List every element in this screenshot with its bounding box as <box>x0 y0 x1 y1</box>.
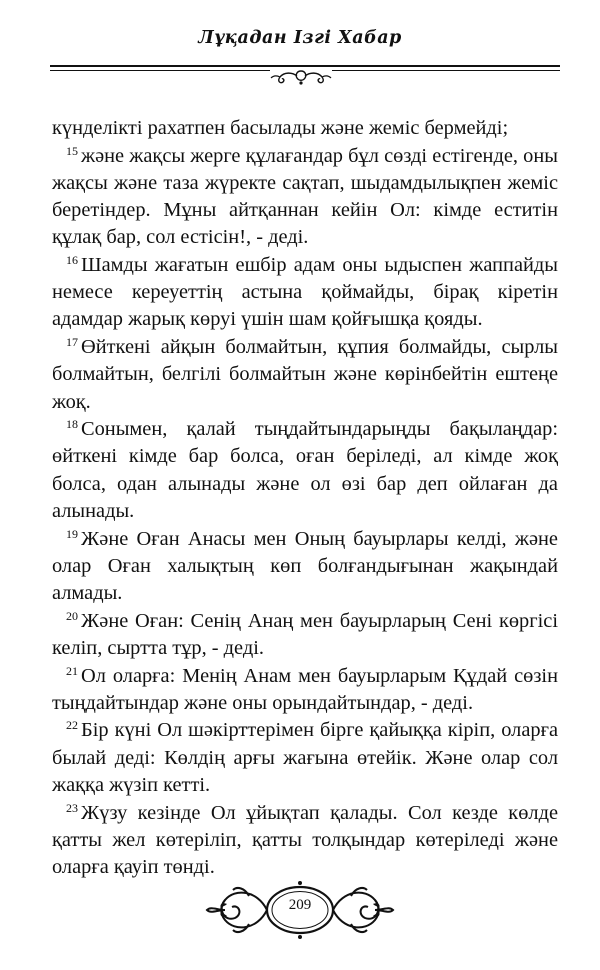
verse-19 <box>52 526 558 608</box>
verse-15 <box>52 143 558 252</box>
header-rule-thick <box>50 65 560 67</box>
verse-number: 20 <box>66 608 78 623</box>
verse-17 <box>52 334 558 416</box>
verse-16 <box>52 252 558 334</box>
verse-text: және жақсы жерге құлағандар бұл сөзді естігенде, оны жақсы және таза жүректе сақтап, шыдамдылықпен жеміс беретіндер. Мұны айтқаннан кейін Ол: кімде еститін құлақ бар, сол естісін!, - деді. <box>52 144 558 249</box>
page-number: 209 <box>288 897 312 913</box>
verse-text: Бір күні Ол шәкірттерімен бірге қайыққа кіріп, оларға былай деді: Көлдің арғы жағына өтейік. Және олар сол жаққа жүзіп кетті. <box>52 719 558 796</box>
verse-21 <box>52 663 558 717</box>
verse-number: 15 <box>66 143 78 158</box>
header-ornament-icon <box>270 68 332 86</box>
verse-18 <box>52 416 558 525</box>
verse-number: 17 <box>66 335 78 350</box>
verse-20 <box>52 608 558 662</box>
verse-text: Шамды жағатын ешбір адам оны ыдыспен жаппайды немесе кереуеттің астына қоймайды, бірақ кіретін адамдар жарық көруі үшін шам қойғышқа қояды. <box>52 254 558 331</box>
running-header-title: Лұқадан Ізгі Хабар <box>198 28 402 48</box>
verse-number: 23 <box>66 800 78 815</box>
continuation-paragraph: күнделікті рахатпен басылады және жеміс бермейді; <box>52 117 509 139</box>
verse-number: 18 <box>66 417 78 432</box>
verse-text: Өйткені айқын болмайтын, құпия болмайды, сырлы болмайтын, белгілі болмайтын және көрінбейтін ештеңе жоқ. <box>52 336 558 413</box>
verse-23 <box>52 800 558 882</box>
verse-number: 21 <box>66 663 78 678</box>
verse-text: Және Оған Анасы мен Оның бауырлары келді, және олар Оған халықтың көп болғандығынан жақындай алмады. <box>52 527 558 604</box>
verse-text: Ол оларға: Менің Анам мен бауырларым Құдай сөзін тыңдайтындар және оны орындайтындар, - деді. <box>52 664 558 714</box>
verse-number: 22 <box>66 718 78 733</box>
verse-number: 16 <box>66 253 78 268</box>
verse-text: Жүзу кезінде Ол ұйықтап қалады. Сол кезде көлде қатты жел көтеріліп, қатты толқындар көтеріледі және оларға қауіп төнді. <box>52 801 558 878</box>
verse-text-block <box>52 115 558 882</box>
verse-number: 19 <box>66 526 78 541</box>
verse-text: Сонымен, қалай тыңдайтындарыңды бақылаңдар: өйткені кімде бар болса, оған беріледі, ал кімде жоқ болса, одан алынады және ол өзі бар деп ойлаған да алынады. <box>52 418 558 522</box>
verse-22 <box>52 717 558 799</box>
verse-text: Және Оған: Сенің Анаң мен бауырларың Сені көргісі келіп, сыртта тұр, - деді. <box>52 609 558 659</box>
